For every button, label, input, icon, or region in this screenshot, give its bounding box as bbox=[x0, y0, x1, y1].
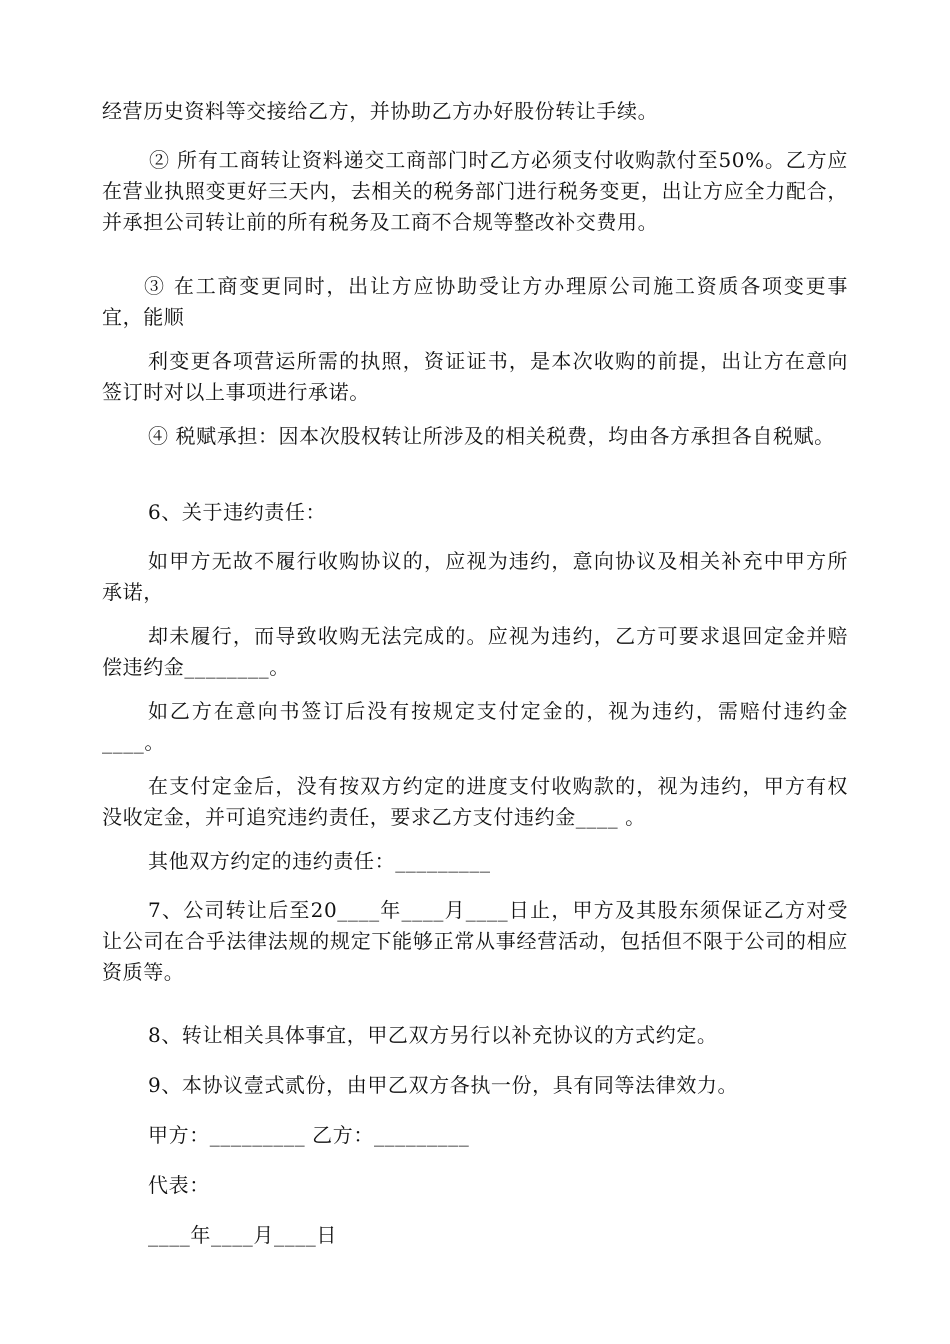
signature-parties-line: 甲方：_________ 乙方：_________ bbox=[148, 1123, 470, 1147]
paragraph-item-3: ③ 在工商变更同时，出让方应协助受让方办理原公司施工资质各项变更事宜，能顺 bbox=[102, 274, 848, 329]
paragraph-item-2: ② 所有工商转让资料递交工商部门时乙方必须支付收购款付至50%。乙方应在营业执照变更好三天内，去相关的税务部门进行税务变更，出让方应全力配合，并承担公司转让前的所有税务及工商不合规等整改补交费用。 bbox=[102, 148, 848, 234]
paragraph-party-b-deposit: 如乙方在意向书签订后没有按规定支付定金的，视为违约，需赔付违约金____。 bbox=[102, 699, 848, 754]
paragraph-payment-breach: 在支付定金后，没有按双方约定的进度支付收购款的，视为违约，甲方有权没收定金，并可追究违约责任，要求乙方支付违约金____ 。 bbox=[102, 774, 848, 829]
date-line: ____年____月____日 bbox=[148, 1223, 337, 1247]
paragraph-section-7: 7、公司转让后至20____年____月____日止，甲方及其股东须保证乙方对受让公司在合乎法律法规的规定下能够正常从事经营活动，包括但不限于公司的相应资质等。 bbox=[102, 898, 848, 984]
paragraph-item-3-continued: 利变更各项营运所需的执照，资证证书，是本次收购的前提，出让方在意向签订时对以上事项进行承诺。 bbox=[102, 349, 848, 404]
paragraph-handover: 经营历史资料等交接给乙方，并协助乙方办好股份转让手续。 bbox=[102, 99, 659, 123]
paragraph-party-a-breach: 如甲方无故不履行收购协议的，应视为违约，意向协议及相关补充中甲方所承诺， bbox=[102, 549, 848, 604]
paragraph-section-9: 9、本协议壹式贰份，由甲乙双方各执一份，具有同等法律效力。 bbox=[148, 1073, 739, 1097]
paragraph-item-4: ④ 税赋承担：因本次股权转让所涉及的相关税费，均由各方承担各自税赋。 bbox=[148, 424, 835, 448]
paragraph-section-8: 8、转让相关具体事宜，甲乙双方另行以补充协议的方式约定。 bbox=[148, 1023, 718, 1047]
paragraph-other-breach: 其他双方约定的违约责任：_________ bbox=[148, 849, 491, 873]
paragraph-breach-continued: 却未履行，而导致收购无法完成的。应视为违约，乙方可要求退回定金并赔偿违约金________。 bbox=[102, 624, 848, 679]
representative-line: 代表： bbox=[148, 1173, 210, 1197]
section-6-heading: 6、关于违约责任： bbox=[148, 500, 327, 524]
